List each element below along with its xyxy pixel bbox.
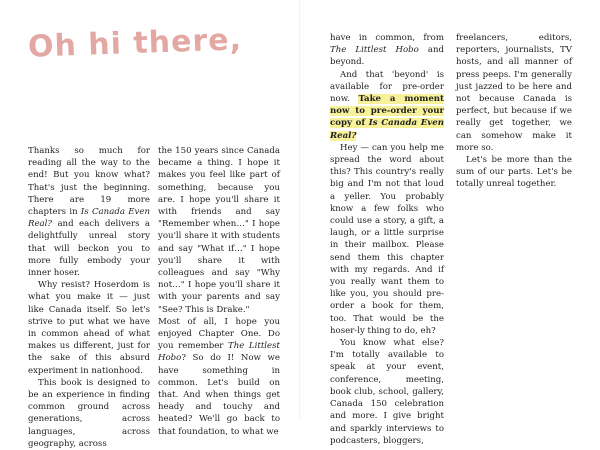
paragraph: Let's be more than the sum of our parts. Let's be totally unreal together. (456, 155, 572, 190)
left-page (0, 0, 300, 449)
column-4 (456, 32, 572, 402)
paragraph: Thanks so much for reading all the way to the end! But you know what? That's just the beginning. There are 19 more chapters in Is Canada Even Real? and each delivers a delightfully unreal story that will beckon you to more fully embody your inner hoser. (28, 146, 150, 279)
column-1 (28, 145, 150, 449)
column-2 (158, 145, 280, 437)
paragraph: This book is designed to be an experience in finding common ground across generations, across languages, across geography, across (28, 377, 150, 449)
column-3 (330, 32, 444, 446)
preorder-callout: Take a moment now to pre-order your copy of Is Canada Even Real? (330, 94, 444, 141)
paragraph: Most of all, I hope you enjoyed Chapter One. Do you remember The Littlest Hobo? So do I! Now we have something in common. Let's build on that. And when things get heady and touchy and heated? We'll go back to that foundation, to what we (158, 316, 280, 437)
paragraph: the 150 years since Canada became a thing. I hope it makes you feel like part of something, because you are. I hope you'll share it with friends and say "Remember when…" I hope you'll share it with students and say "What if…" I hope you'll share it with colleagues and say "Why not…" I hope you'll share it with your parents and say "See? This is Drake." (158, 146, 280, 315)
paragraph: freelancers, editors, reporters, journalists, TV hosts, and all manner of press peeps. I'm generally just jazzed to be here and not because Canada is perfect, but because if we really get together, we can somehow make it more so. (456, 33, 572, 153)
paragraph: Hey — can you help me spread the word about this? This country's really big and I'm not that loud a yeller. You probably know a few folks who could use a story, a gift, a laugh, or a little surprise in their mailbox. Please send them this chapter with my regards. And if you really want them to like you, you should pre-order a book for them, too. That would be the hoser-ly thing to do, eh? (330, 142, 444, 336)
page-heading: Oh hi there, (27, 22, 243, 65)
paragraph: have in common, from The Littlest Hobo and beyond. (330, 33, 444, 68)
paragraph (330, 69, 444, 142)
paragraph: Why resist? Hoserdom is what you make it — just like Canada itself. So let's strive to put what we have in common ahead of what makes us different, just for the sake of this absurd experiment in nationhood. (28, 280, 150, 376)
paragraph-text: And that 'beyond' is available for pre-order now. (330, 69, 444, 105)
paragraph: You know what else? I'm totally available to speak at your event, conference, meeting, book club, school, gallery, Canada 150 celebration and more. I give bright and sparkly interviews to podcasters, bloggers, (330, 338, 444, 446)
